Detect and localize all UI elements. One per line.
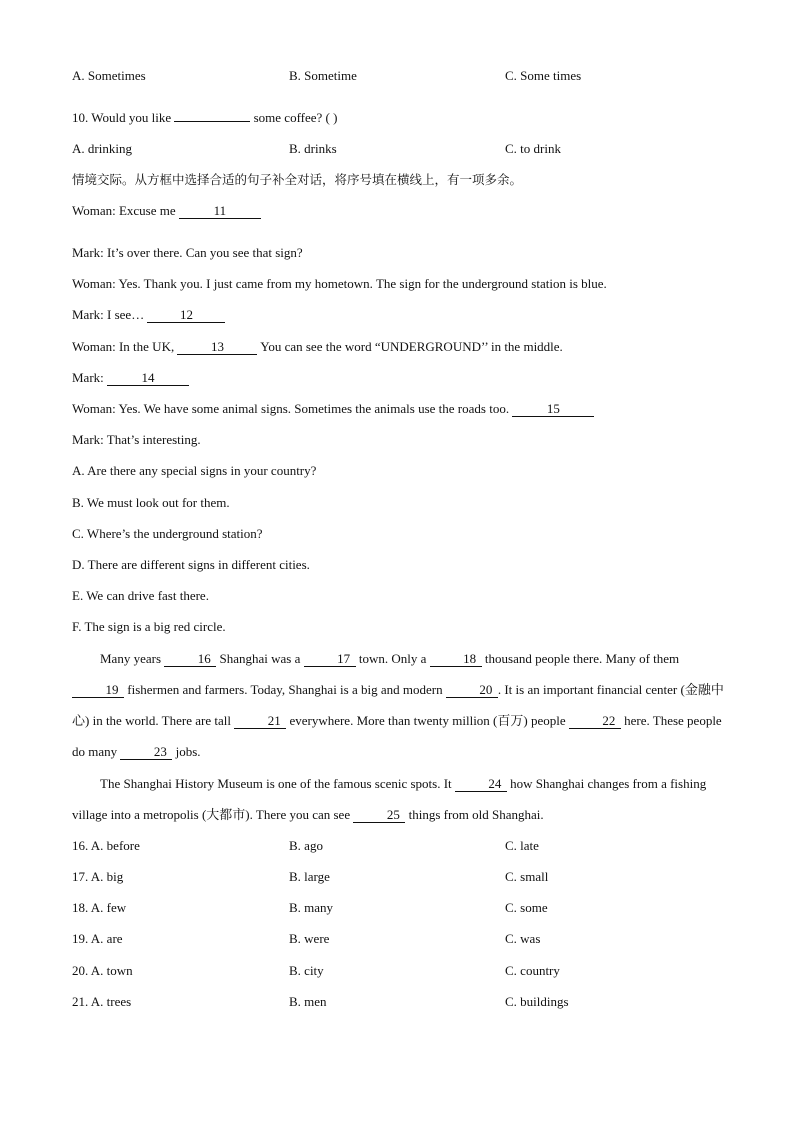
mc-17-option-a: 17. A. big <box>72 869 124 884</box>
dialogue-text: Woman: Yes. We have some animal signs. Sometimes the animals use the roads too. <box>72 401 510 416</box>
blank-22[interactable]: 22 <box>569 714 621 729</box>
passage-text: thousand people there. Many of them <box>481 651 680 666</box>
passage-text: fishermen and farmers. Today, Shanghai is a big and modern <box>124 682 446 697</box>
q9-option-b: B. Sometime <box>289 68 357 83</box>
passage-text: town. Only a <box>355 651 430 666</box>
mc-16-option-c: C. late <box>505 838 539 853</box>
passage-text: how Shanghai changes from a fishing village into a metropolis (大都市). There you can see <box>72 776 707 822</box>
mc-19-option-b: B. were <box>289 931 330 946</box>
q10-option-b: B. drinks <box>289 141 337 156</box>
mc-18-option-b: B. many <box>289 900 334 915</box>
blank-15[interactable]: 15 <box>512 402 594 417</box>
mc-18-option-c: C. some <box>505 900 548 915</box>
passage-text: things from old Shanghai. <box>405 807 544 822</box>
blank-11[interactable]: 11 <box>179 204 261 219</box>
blank-23[interactable]: 23 <box>120 745 172 760</box>
blank-13[interactable]: 13 <box>177 340 257 355</box>
mc-21-option-c: C. buildings <box>505 994 569 1009</box>
mc-16-option-b: B. ago <box>289 838 323 853</box>
passage-paragraph-2 <box>72 768 732 830</box>
dialogue-line-7 <box>72 401 594 417</box>
q10-option-a: A. drinking <box>72 141 132 156</box>
choice-b: B. We must look out for them. <box>72 495 230 510</box>
passage-text: Many years <box>100 651 165 666</box>
dialogue-text: Mark: <box>72 370 104 385</box>
blank-25[interactable]: 25 <box>353 808 405 823</box>
passage-paragraph-1 <box>72 643 732 767</box>
passage-text: everywhere. More than twenty million (百万) people <box>286 713 569 728</box>
choice-f: F. The sign is a big red circle. <box>72 619 226 634</box>
mc-21-option-a: 21. A. trees <box>72 994 132 1009</box>
dialogue-text: Woman: Excuse me <box>72 203 176 218</box>
blank-18[interactable]: 18 <box>430 652 482 667</box>
q10-prefix: 10. Would you like <box>72 110 172 125</box>
dialogue-line-4 <box>72 307 225 323</box>
blank-12[interactable]: 12 <box>147 308 225 323</box>
choice-a: A. Are there any special signs in your country? <box>72 463 317 478</box>
mc-17-option-b: B. large <box>289 869 330 884</box>
mc-19-option-a: 19. A. are <box>72 931 123 946</box>
q10-suffix: some coffee? ( ) <box>253 110 338 125</box>
q10-blank[interactable] <box>174 121 250 122</box>
passage-text: jobs. <box>172 744 201 759</box>
dialogue-line-6 <box>72 370 189 386</box>
section-instruction: 情境交际。从方框中选择合适的句子补全对话，将序号填在横线上，有一项多余。 <box>72 172 523 187</box>
dialogue-line-8: Mark: That’s interesting. <box>72 432 201 447</box>
mc-16-option-a: 16. A. before <box>72 838 140 853</box>
blank-21[interactable]: 21 <box>234 714 286 729</box>
dialogue-text: Mark: I see… <box>72 307 145 322</box>
dialogue-line-5 <box>72 339 563 355</box>
passage-text: . It is an important financial center (金融中心) in the world. There are tall <box>72 682 724 728</box>
q9-option-a: A. Sometimes <box>72 68 146 83</box>
dialogue-text: Woman: In the UK, <box>72 339 175 354</box>
choice-d: D. There are different signs in different cities. <box>72 557 310 572</box>
q10-option-c: C. to drink <box>505 141 561 156</box>
blank-16[interactable]: 16 <box>164 652 216 667</box>
dialogue-line-1 <box>72 203 261 219</box>
mc-20-option-c: C. country <box>505 963 560 978</box>
dialogue-line-3: Woman: Yes. Thank you. I just came from my hometown. The sign for the underground station is blue. <box>72 276 607 291</box>
q10-stem <box>72 110 337 126</box>
blank-20[interactable]: 20 <box>446 683 498 698</box>
passage-text: here. These people do many <box>72 713 722 759</box>
mc-19-option-c: C. was <box>505 931 541 946</box>
dialogue-line-2: Mark: It’s over there. Can you see that sign? <box>72 245 303 260</box>
blank-24[interactable]: 24 <box>455 777 507 792</box>
blank-14[interactable]: 14 <box>107 371 189 386</box>
q9-option-c: C. Some times <box>505 68 582 83</box>
mc-21-option-b: B. men <box>289 994 327 1009</box>
blank-19[interactable]: 19 <box>72 683 124 698</box>
choice-e: E. We can drive fast there. <box>72 588 209 603</box>
choice-c: C. Where’s the underground station? <box>72 526 263 541</box>
mc-20-option-b: B. city <box>289 963 324 978</box>
passage-text: Shanghai was a <box>216 651 304 666</box>
blank-17[interactable]: 17 <box>304 652 356 667</box>
dialogue-text: You can see the word “UNDERGROUND’’ in the middle. <box>260 339 563 354</box>
mc-18-option-a: 18. A. few <box>72 900 127 915</box>
mc-20-option-a: 20. A. town <box>72 963 133 978</box>
passage-text: The Shanghai History Museum is one of the famous scenic spots. It <box>100 776 455 791</box>
mc-17-option-c: C. small <box>505 869 549 884</box>
